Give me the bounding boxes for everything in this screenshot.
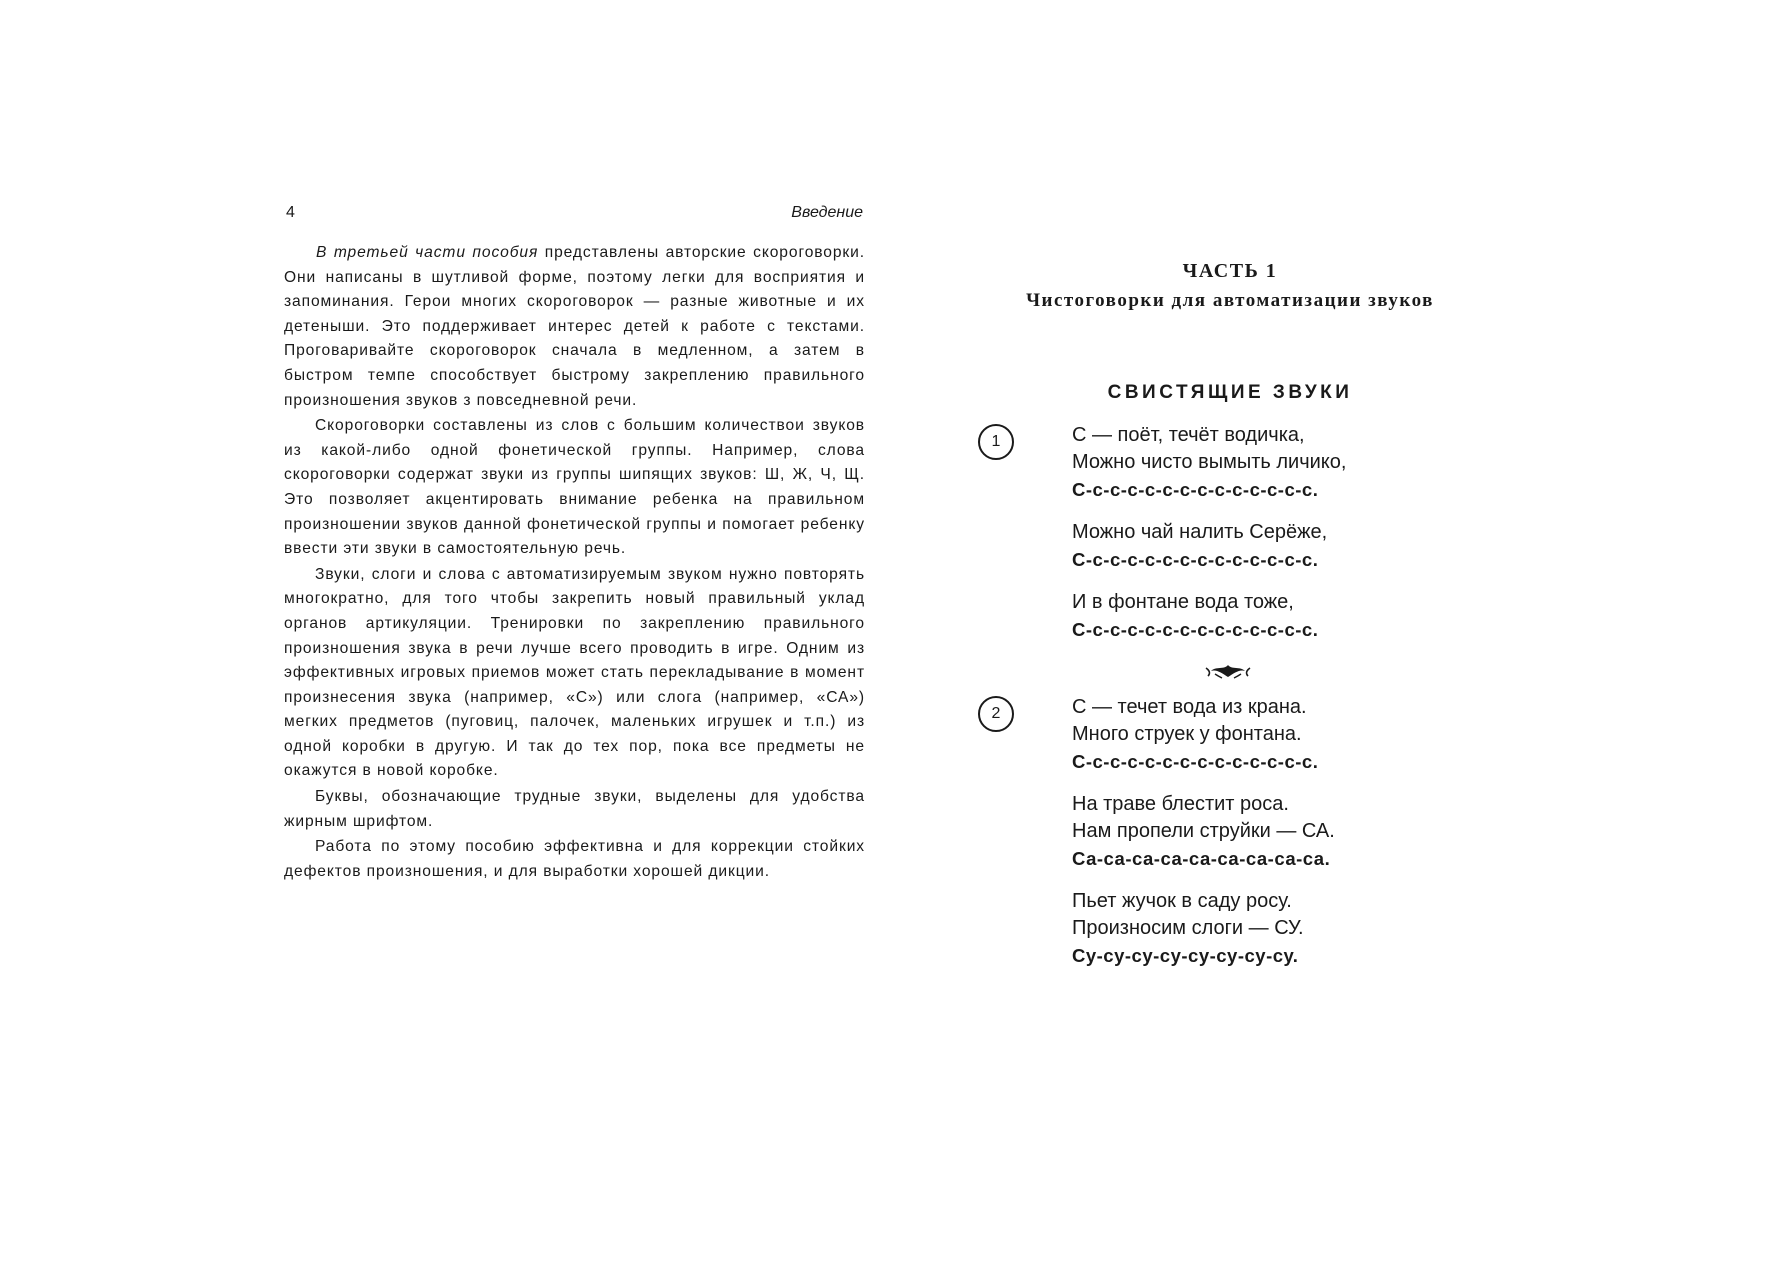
verse-line: С — поёт, течёт водичка,: [1072, 424, 1305, 446]
verse-line: Много струек у фонтана.: [1072, 723, 1302, 745]
right-page: [940, 256, 1520, 966]
stanza: [1072, 791, 1512, 872]
part-title: Чистоговорки для автоматизации звуков: [1026, 290, 1434, 311]
emphasized-phrase: В третьей части пособия: [316, 244, 539, 261]
exercise-verses: [1072, 694, 1512, 985]
verse-line: Можно чисто вымыть личико,: [1072, 451, 1347, 473]
verse-line: Произносим слоги — СУ.: [1072, 917, 1304, 939]
syllable-refrain: Са-са-са-са-са-са-са-са-са.: [1072, 848, 1331, 869]
stanza: [1072, 519, 1512, 573]
running-head: [284, 204, 865, 228]
verse-line: Можно чай налить Серёже,: [1072, 521, 1328, 543]
exercise-verses: [1072, 422, 1512, 659]
part-heading: [940, 256, 1520, 316]
section-heading: СВИСТЯЩИЕ ЗВУКИ: [1107, 382, 1353, 403]
verse-line: И в фонтане вода тоже,: [1072, 591, 1294, 613]
page-number: 4: [286, 204, 295, 221]
stanza: [1072, 589, 1512, 643]
exercise-number-badge: 1: [978, 424, 1014, 460]
left-page: [284, 204, 865, 885]
syllable-refrain: С-с-с-с-с-с-с-с-с-с-с-с-с-с.: [1072, 549, 1319, 570]
verse-line: С — течет вода из крана.: [1072, 696, 1307, 718]
stanza: [1072, 422, 1512, 503]
paragraph: Буквы, обозначающие трудные звуки, выделены для удобства жирным шрифтом.: [284, 788, 865, 830]
syllable-refrain: С-с-с-с-с-с-с-с-с-с-с-с-с-с.: [1072, 751, 1319, 772]
part-number: ЧАСТЬ 1: [1182, 260, 1278, 282]
fleuron-ornament-icon: [1202, 662, 1254, 680]
verse-line: Пьет жучок в саду росу.: [1072, 890, 1292, 912]
paragraph: [284, 241, 865, 413]
paragraph: Звуки, слоги и слова с автоматизируемым звуком нужно повторять многократно, для того чтобы закрепить новый правильный уклад органов артикуляции. Тренировки по закреплению правильного произношения звука в речи лучше всего проводить в игре. Одним из эффективных игровых приемов может стать перекладывание в момент произнесения звука (например, «С») или слога (например, «СА») мегких предметов (пуговиц, палочек, маленьких игрушек и т.п.) из одной коробки в другую. И так до тех пор, пока все предметы не окажутся в новой коробке.: [284, 565, 865, 780]
syllable-refrain: Су-су-су-су-су-су-су-су.: [1072, 945, 1299, 966]
syllable-refrain: С-с-с-с-с-с-с-с-с-с-с-с-с-с.: [1072, 479, 1319, 500]
verse-line: На траве блестит роса.: [1072, 793, 1289, 815]
stanza: [1072, 694, 1512, 775]
paragraph: Скороговорки составлены из слов с большим количествои звуков из какой-либо одной фонетической группы. Например, слова скороговорки содержат звуки из группы шипящих звуков: Ш, Ж, Ч, Щ. Это позволяет акцентировать внимание ребенка на правильном произношении звуков данной фонетической группы и помогает ребенку ввести эти звуки в самостоятельную речь.: [284, 417, 865, 558]
verse-line: Нам пропели струйки — СА.: [1072, 820, 1335, 842]
introduction-text: [284, 241, 865, 884]
exercise-number-badge: 2: [978, 696, 1014, 732]
syllable-refrain: С-с-с-с-с-с-с-с-с-с-с-с-с-с.: [1072, 619, 1319, 640]
running-section-title: Введение: [791, 204, 863, 221]
paragraph: Работа по этому пособию эффективна и для коррекции стойких дефектов произношения, и для выработки хорошей дикции.: [284, 838, 865, 880]
stanza: [1072, 888, 1512, 969]
paragraph-text: представлены авторские скороговорки. Они написаны в шутливой форме, поэтому легки для восприятия и запоминания. Герои многих скороговорок — разные животные и их детеныши. Это поддерживает интерес детей к работе с текстами. Проговаривайте скороговорок сначала в медленном, а затем в быстром темпе способствует быстрому закреплению правильного произношения звуков з повседневной речи.: [284, 244, 865, 409]
